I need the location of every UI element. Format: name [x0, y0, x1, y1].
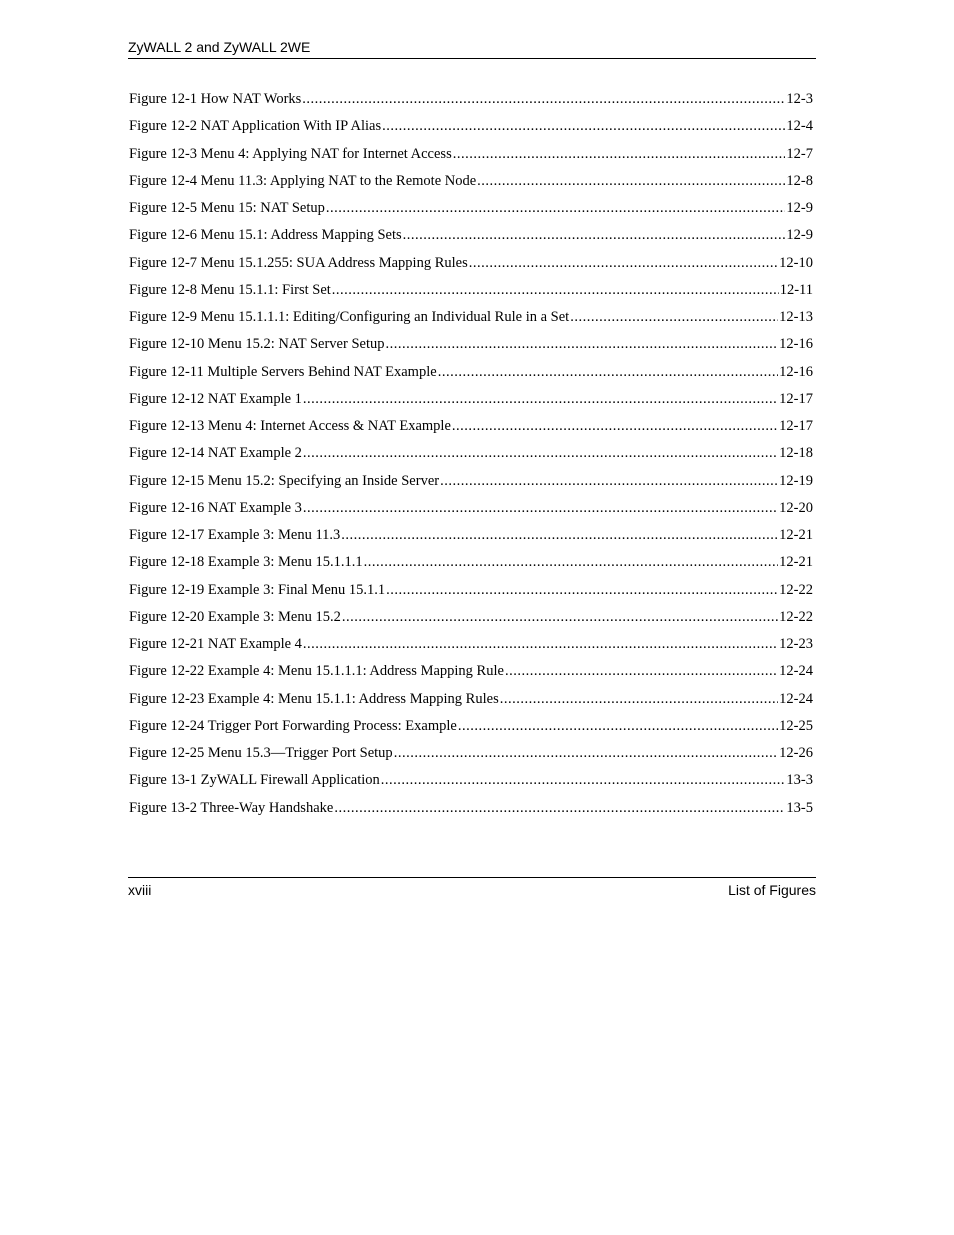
dot-leader [500, 688, 778, 710]
section-name: List of Figures [728, 882, 816, 898]
figure-title: Figure 12-17 Example 3: Menu 11.3 [129, 527, 341, 543]
figure-title: Figure 12-18 Example 3: Menu 15.1.1.1 [129, 554, 363, 571]
figure-page-number: 13-5 [786, 799, 813, 816]
figure-title: Figure 12-8 Menu 15.1.1: First Set [129, 281, 331, 298]
figure-page-number: 12-16 [779, 336, 813, 353]
figure-title: Figure 13-2 Three-Way Handshake [129, 799, 334, 816]
figure-page-number: 12-20 [779, 499, 813, 516]
dot-leader [570, 306, 778, 328]
figure-title: Figure 12-21 NAT Example 4 [129, 636, 302, 652]
list-item[interactable] [129, 279, 813, 306]
dot-leader [453, 143, 786, 165]
dot-leader [505, 660, 778, 682]
figure-title: Figure 12-19 Example 3: Final Menu 15.1.1 [129, 581, 386, 598]
figure-page-number: 12-22 [779, 581, 813, 598]
list-item[interactable] [129, 143, 813, 170]
figure-title: Figure 12-1 How NAT Works [129, 91, 302, 107]
figure-page-number: 12-21 [779, 527, 813, 543]
page-footer [128, 877, 816, 899]
figure-page-number: 12-11 [779, 281, 813, 298]
figure-page-number: 12-7 [786, 145, 813, 162]
list-item[interactable] [129, 715, 813, 742]
document-title: ZyWALL 2 and ZyWALL 2WE [128, 39, 311, 55]
dot-leader [381, 769, 786, 791]
list-item[interactable] [129, 633, 813, 660]
list-item[interactable] [129, 252, 813, 279]
figure-title: Figure 12-20 Example 3: Menu 15.2 [129, 608, 341, 625]
list-item[interactable] [129, 306, 813, 333]
figure-title: Figure 12-22 Example 4: Menu 15.1.1.1: Address Mapping Rule [129, 663, 504, 680]
figure-title: Figure 12-6 Menu 15.1: Address Mapping Sets [129, 227, 402, 244]
list-item[interactable] [129, 197, 813, 224]
dot-leader [302, 88, 785, 110]
dot-leader [440, 470, 778, 492]
figure-title: Figure 12-25 Menu 15.3—Trigger Port Setup [129, 745, 393, 761]
figure-page-number: 12-26 [779, 745, 813, 761]
figure-page-number: 12-4 [786, 118, 813, 135]
figure-title: Figure 12-5 Menu 15: NAT Setup [129, 200, 325, 216]
list-item[interactable] [129, 115, 813, 142]
figure-title: Figure 12-2 NAT Application With IP Alias [129, 118, 382, 135]
dot-leader [342, 606, 778, 628]
figure-title: Figure 12-23 Example 4: Menu 15.1.1: Address Mapping Rules [129, 690, 499, 707]
list-item[interactable] [129, 170, 813, 197]
figure-title: Figure 12-4 Menu 11.3: Applying NAT to the Remote Node [129, 172, 477, 189]
dot-leader [385, 333, 778, 355]
list-item[interactable] [129, 470, 813, 497]
dot-leader [326, 197, 786, 219]
figure-title: Figure 12-10 Menu 15.2: NAT Server Setup [129, 336, 385, 353]
list-item[interactable] [129, 497, 813, 524]
list-item[interactable] [129, 524, 813, 551]
list-item[interactable] [129, 442, 813, 469]
figure-page-number: 12-24 [779, 663, 813, 680]
dot-leader [386, 579, 778, 601]
list-item[interactable] [129, 742, 813, 769]
dot-leader [303, 497, 778, 519]
list-item[interactable] [129, 606, 813, 633]
dot-leader [303, 442, 778, 464]
dot-leader [469, 252, 778, 274]
figure-page-number: 12-17 [779, 418, 813, 434]
dot-leader [452, 415, 778, 437]
figure-page-number: 12-3 [786, 91, 813, 107]
dot-leader [364, 551, 779, 573]
figure-page-number: 12-22 [779, 608, 813, 625]
list-item[interactable] [129, 333, 813, 360]
figure-title: Figure 12-14 NAT Example 2 [129, 445, 302, 462]
list-item[interactable] [129, 388, 813, 415]
figure-title: Figure 12-11 Multiple Servers Behind NAT Example [129, 363, 437, 380]
figure-page-number: 13-3 [786, 772, 813, 789]
dot-leader [438, 361, 778, 383]
figure-title: Figure 12-3 Menu 4: Applying NAT for Internet Access [129, 145, 452, 162]
list-item[interactable] [129, 797, 813, 824]
list-item[interactable] [129, 415, 813, 442]
figure-page-number: 12-9 [786, 200, 813, 216]
list-item[interactable] [129, 551, 813, 578]
list-item[interactable] [129, 88, 813, 115]
figure-page-number: 12-17 [779, 390, 813, 407]
figure-title: Figure 13-1 ZyWALL Firewall Application [129, 772, 380, 789]
figure-page-number: 12-16 [779, 363, 813, 380]
figure-page-number: 12-10 [779, 254, 813, 271]
figure-page-number: 12-21 [779, 554, 813, 571]
figure-title: Figure 12-13 Menu 4: Internet Access & NAT Example [129, 418, 451, 434]
list-item[interactable] [129, 660, 813, 687]
figure-page-number: 12-24 [779, 690, 813, 707]
list-of-figures [129, 88, 813, 824]
figure-page-number: 12-9 [786, 227, 813, 244]
figure-title: Figure 12-7 Menu 15.1.255: SUA Address Mapping Rules [129, 254, 468, 271]
dot-leader [303, 633, 778, 655]
list-item[interactable] [129, 361, 813, 388]
dot-leader [332, 279, 779, 301]
dot-leader [477, 170, 785, 192]
list-item[interactable] [129, 769, 813, 796]
page-number: xviii [128, 882, 152, 898]
figure-page-number: 12-25 [779, 717, 813, 734]
dot-leader [334, 797, 785, 819]
dot-leader [403, 224, 786, 246]
figure-page-number: 12-13 [779, 309, 813, 325]
dot-leader [394, 742, 778, 764]
figure-page-number: 12-18 [779, 445, 813, 462]
figure-page-number: 12-23 [779, 636, 813, 652]
dot-leader [382, 115, 785, 137]
list-item[interactable] [129, 224, 813, 251]
page-header [128, 38, 816, 59]
dot-leader [341, 524, 778, 546]
list-item[interactable] [129, 688, 813, 715]
dot-leader [458, 715, 778, 737]
figure-page-number: 12-8 [786, 172, 813, 189]
figure-title: Figure 12-24 Trigger Port Forwarding Process: Example [129, 717, 457, 734]
figure-title: Figure 12-16 NAT Example 3 [129, 499, 302, 516]
figure-title: Figure 12-12 NAT Example 1 [129, 390, 302, 407]
figure-title: Figure 12-15 Menu 15.2: Specifying an Inside Server [129, 472, 440, 489]
figure-page-number: 12-19 [779, 472, 813, 489]
dot-leader [303, 388, 778, 410]
list-item[interactable] [129, 579, 813, 606]
figure-title: Figure 12-9 Menu 15.1.1.1: Editing/Configuring an Individual Rule in a Set [129, 309, 570, 325]
